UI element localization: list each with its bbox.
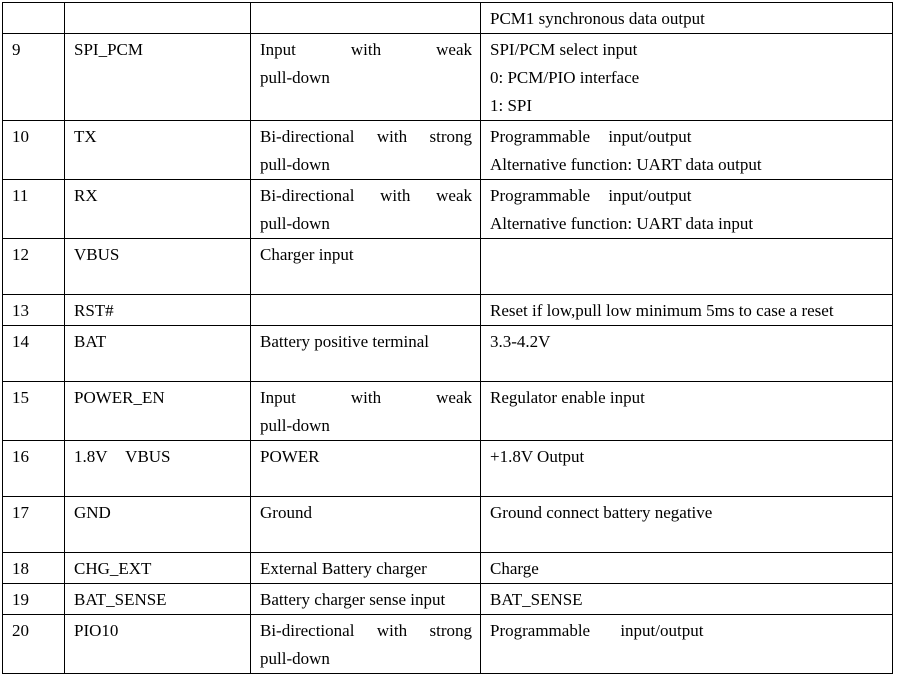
pin-description-cell	[481, 584, 893, 615]
pin-name-cell	[65, 441, 251, 497]
pin-description-cell	[481, 3, 893, 34]
pin-description-cell	[481, 180, 893, 239]
pin-type-line: Charger input	[260, 245, 354, 264]
pin-description-cell	[481, 615, 893, 674]
pin-description-line: Alternative function: UART data input	[490, 214, 754, 233]
pin-number-cell	[3, 441, 65, 497]
pin-type-line: Input with weak	[260, 40, 472, 59]
table-row	[3, 615, 893, 674]
table-row	[3, 239, 893, 295]
pin-description-line: SPI/PCM select input	[490, 40, 638, 59]
pin-type-line: Battery charger sense input	[260, 590, 446, 609]
pin-type-line: Bi-directional with strong	[260, 621, 472, 640]
pin-number: 15	[12, 388, 29, 407]
pin-description-cell	[481, 441, 893, 497]
pin-description-line: 3.3-4.2V	[490, 332, 551, 351]
pin-description-line: 1: SPI	[490, 96, 533, 115]
pin-number: 18	[12, 559, 29, 578]
pin-type-line: pull-down	[260, 649, 330, 668]
pin-type-cell	[251, 239, 481, 295]
pin-name-cell	[65, 3, 251, 34]
pin-description-cell	[481, 382, 893, 441]
pin-number-cell	[3, 382, 65, 441]
pin-type-line: External Battery charger	[260, 559, 427, 578]
pin-description-line: Programmable input/output	[490, 621, 704, 640]
pin-number: 20	[12, 621, 29, 640]
pin-name-cell	[65, 121, 251, 180]
pin-name: VBUS	[74, 245, 120, 264]
pin-name: SPI_PCM	[74, 40, 143, 59]
pin-type-cell	[251, 553, 481, 584]
pin-type-cell	[251, 497, 481, 553]
pin-number-cell	[3, 180, 65, 239]
pin-number: 9	[12, 40, 21, 59]
table-row	[3, 553, 893, 584]
pin-type-line: Bi-directional with strong	[260, 127, 472, 146]
pin-name-cell	[65, 382, 251, 441]
pin-name-cell	[65, 295, 251, 326]
table-row	[3, 3, 893, 34]
pin-type-cell	[251, 295, 481, 326]
pin-description-cell	[481, 326, 893, 382]
table-row	[3, 326, 893, 382]
pin-name: 1.8V VBUS	[74, 447, 171, 466]
table-row	[3, 34, 893, 121]
pin-type-line: Bi-directional with weak	[260, 186, 472, 205]
pin-number-cell	[3, 326, 65, 382]
pin-name: BAT	[74, 332, 107, 351]
pin-type-line: pull-down	[260, 416, 330, 435]
pin-number-cell	[3, 121, 65, 180]
pin-description-cell	[481, 121, 893, 180]
pin-description-table	[2, 2, 893, 674]
pin-name: TX	[74, 127, 97, 146]
pin-number: 17	[12, 503, 29, 522]
pin-name-cell	[65, 497, 251, 553]
table-row	[3, 382, 893, 441]
pin-description-line: BAT_SENSE	[490, 590, 583, 609]
pin-number-cell	[3, 34, 65, 121]
pin-number: 19	[12, 590, 29, 609]
pin-description-cell	[481, 239, 893, 295]
pin-name: PIO10	[74, 621, 119, 640]
pin-description-cell	[481, 553, 893, 584]
pin-type-line: pull-down	[260, 155, 330, 174]
pin-name-cell	[65, 34, 251, 121]
table-row	[3, 441, 893, 497]
pin-name-cell	[65, 180, 251, 239]
pin-type-cell	[251, 441, 481, 497]
pin-type-line: Battery positive terminal	[260, 332, 430, 351]
pin-type-line: pull-down	[260, 68, 330, 87]
pin-name: POWER_EN	[74, 388, 165, 407]
pin-type-cell	[251, 121, 481, 180]
pin-type-cell	[251, 584, 481, 615]
pin-description-cell	[481, 497, 893, 553]
table-row	[3, 121, 893, 180]
pin-type-line: POWER	[260, 447, 320, 466]
table-row	[3, 180, 893, 239]
pin-type-cell	[251, 34, 481, 121]
pin-number-cell	[3, 3, 65, 34]
pin-number: 16	[12, 447, 29, 466]
pin-description-line: 0: PCM/PIO interface	[490, 68, 640, 87]
pin-number: 10	[12, 127, 29, 146]
pin-description-line: Ground connect battery negative	[490, 503, 713, 522]
pin-type-line: Input with weak	[260, 388, 472, 407]
pin-number-cell	[3, 553, 65, 584]
pin-description-line: Charge	[490, 559, 539, 578]
pin-number: 14	[12, 332, 29, 351]
pin-description-line: Regulator enable input	[490, 388, 645, 407]
pin-number-cell	[3, 615, 65, 674]
pin-table-body	[3, 3, 893, 674]
pin-number: 11	[12, 186, 29, 205]
pin-number-cell	[3, 497, 65, 553]
pin-number: 13	[12, 301, 29, 320]
pin-description-cell	[481, 34, 893, 121]
pin-description-line: Programmable input/output	[490, 186, 692, 205]
pin-number-cell	[3, 239, 65, 295]
pin-name-cell	[65, 584, 251, 615]
pin-type-cell	[251, 180, 481, 239]
pin-type-cell	[251, 382, 481, 441]
pin-name-cell	[65, 326, 251, 382]
pin-description-line: Reset if low,pull low minimum 5ms to case a reset	[490, 301, 834, 320]
pin-name: RX	[74, 186, 98, 205]
pin-description-line: +1.8V Output	[490, 447, 585, 466]
pin-number: 12	[12, 245, 29, 264]
pin-name-cell	[65, 615, 251, 674]
pin-description-line: PCM1 synchronous data output	[490, 9, 705, 28]
pin-number-cell	[3, 584, 65, 615]
table-row	[3, 584, 893, 615]
table-row	[3, 497, 893, 553]
pin-type-cell	[251, 326, 481, 382]
pin-name: CHG_EXT	[74, 559, 152, 578]
pin-type-line: Ground	[260, 503, 312, 522]
pin-description-line: Programmable input/output	[490, 127, 692, 146]
pin-name-cell	[65, 553, 251, 584]
pin-name-cell	[65, 239, 251, 295]
pin-type-line: pull-down	[260, 214, 330, 233]
pin-name: RST#	[74, 301, 114, 320]
pin-description-cell	[481, 295, 893, 326]
pin-description-line: Alternative function: UART data output	[490, 155, 762, 174]
pin-type-cell	[251, 3, 481, 34]
pin-number-cell	[3, 295, 65, 326]
pin-type-cell	[251, 615, 481, 674]
pin-name: GND	[74, 503, 111, 522]
table-row	[3, 295, 893, 326]
pin-name: BAT_SENSE	[74, 590, 167, 609]
